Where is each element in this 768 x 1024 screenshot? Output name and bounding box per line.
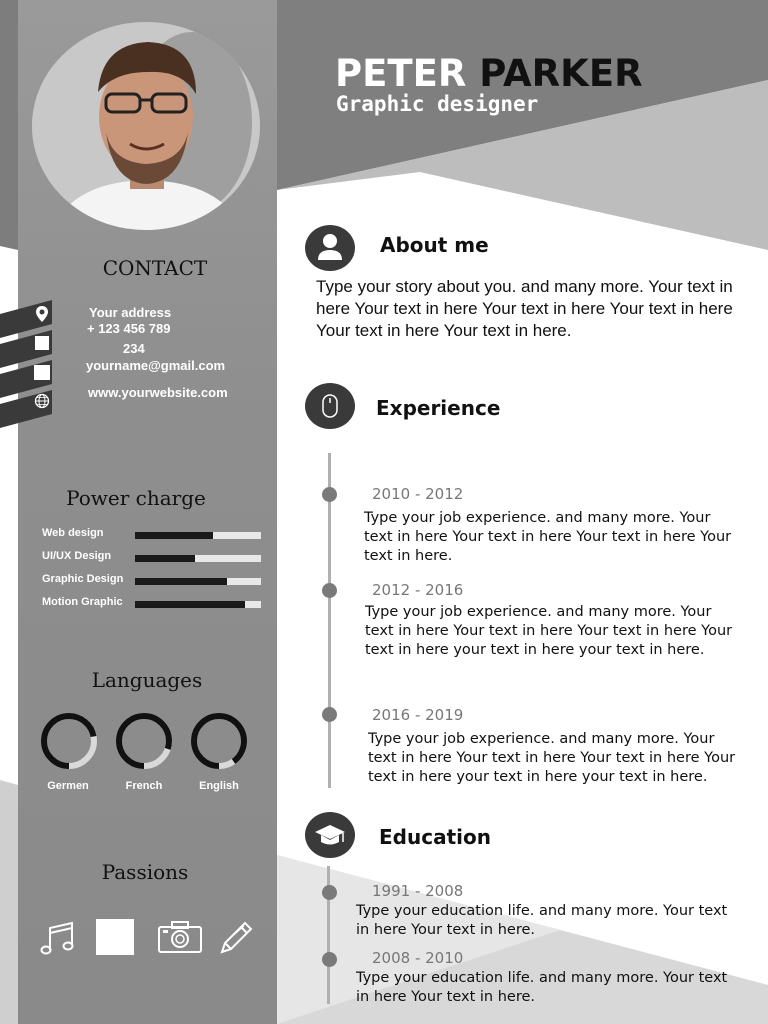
profile-photo xyxy=(32,22,260,230)
skill-row xyxy=(42,573,264,596)
image-icon xyxy=(96,919,134,955)
skill-row xyxy=(42,550,264,573)
skill-label: Web design xyxy=(42,527,104,539)
pencil-icon xyxy=(218,920,254,956)
education-description: Type your education life. and many more. Your text in here Your text in here. xyxy=(356,903,728,938)
languages-title: Languages xyxy=(91,668,203,692)
skill-level-bar xyxy=(135,555,261,562)
contact-email: yourname@gmail.com xyxy=(86,358,226,373)
skill-level-fill xyxy=(135,578,227,585)
about-heading: About me xyxy=(380,233,489,257)
education-description: Type your education life. and many more. Your text in here Your text in here. xyxy=(356,970,728,1005)
contact-details xyxy=(86,305,228,401)
passions-title: Passions xyxy=(101,860,189,884)
language-label-german: Germen xyxy=(47,780,89,792)
about-section-icon xyxy=(305,225,355,271)
experience-timeline xyxy=(328,453,331,788)
skills-list xyxy=(42,527,264,619)
language-label-english: English xyxy=(199,780,239,792)
education-years: 2008 - 2010 xyxy=(372,949,464,967)
experience-heading: Experience xyxy=(376,396,501,420)
skill-level-bar xyxy=(135,601,261,608)
experience-description: Type your job experience. and many more. Your text in here Your text in here Your text in here Your text in here your text in here your text in here. xyxy=(368,731,736,785)
experience-years: 2010 - 2012 xyxy=(372,485,464,503)
contact-title: CONTACT xyxy=(102,256,208,280)
user-icon xyxy=(305,225,355,271)
skill-level-fill xyxy=(135,601,245,608)
location-icon xyxy=(34,305,50,323)
music-icon xyxy=(40,920,76,956)
skill-level-fill xyxy=(135,555,195,562)
contact-website: www.yourwebsite.com xyxy=(88,385,228,400)
first-name: PETER xyxy=(335,52,467,95)
contact-ribbon xyxy=(0,300,60,430)
timeline-dot xyxy=(322,885,337,900)
skill-level-bar xyxy=(135,578,261,585)
experience-description: Type your job experience. and many more. Your text in here Your text in here Your text in here Your text in here your text in here your text in here. xyxy=(365,604,733,658)
job-title: Graphic designer xyxy=(336,92,539,116)
last-name: PARKER xyxy=(479,52,643,95)
about-text: Type your story about you. and many more. Your text in here Your text in here Your text in here Your text in here Your text in here Your text in here. xyxy=(316,277,733,340)
experience-description: Type your job experience. and many more. Your text in here Your text in here Your text in here Your text in here. xyxy=(364,510,732,564)
languages-rings xyxy=(30,705,270,781)
contact-address: Your address xyxy=(89,305,172,320)
skill-row xyxy=(42,527,264,550)
timeline-dot xyxy=(322,583,337,598)
email-icon xyxy=(34,365,50,380)
language-label-french: French xyxy=(125,780,163,792)
education-section-icon xyxy=(305,812,355,858)
camera-icon xyxy=(157,920,203,954)
skill-level-fill xyxy=(135,532,213,539)
mouse-icon xyxy=(305,383,355,429)
contact-phone: + 123 456 789 xyxy=(87,321,171,336)
skill-label: Motion Graphic xyxy=(42,596,123,608)
contact-phone-continued: 234 xyxy=(123,341,145,356)
phone-icon xyxy=(35,336,49,350)
experience-section-icon xyxy=(305,383,355,429)
full-name xyxy=(335,52,643,95)
education-heading: Education xyxy=(379,825,491,849)
skill-level-bar xyxy=(135,532,261,539)
timeline-dot xyxy=(322,707,337,722)
timeline-dot xyxy=(322,487,337,502)
skills-title: Power charge xyxy=(66,486,206,510)
graduation-cap-icon xyxy=(305,812,355,858)
skill-label: Graphic Design xyxy=(42,573,124,585)
globe-icon xyxy=(34,393,50,409)
timeline-dot xyxy=(322,952,337,967)
education-years: 1991 - 2008 xyxy=(372,882,464,900)
experience-years: 2012 - 2016 xyxy=(372,581,464,599)
language-ring-level xyxy=(194,716,244,766)
skill-row xyxy=(42,596,264,619)
experience-years: 2016 - 2019 xyxy=(372,706,464,724)
skill-label: UI/UX Design xyxy=(42,550,112,562)
